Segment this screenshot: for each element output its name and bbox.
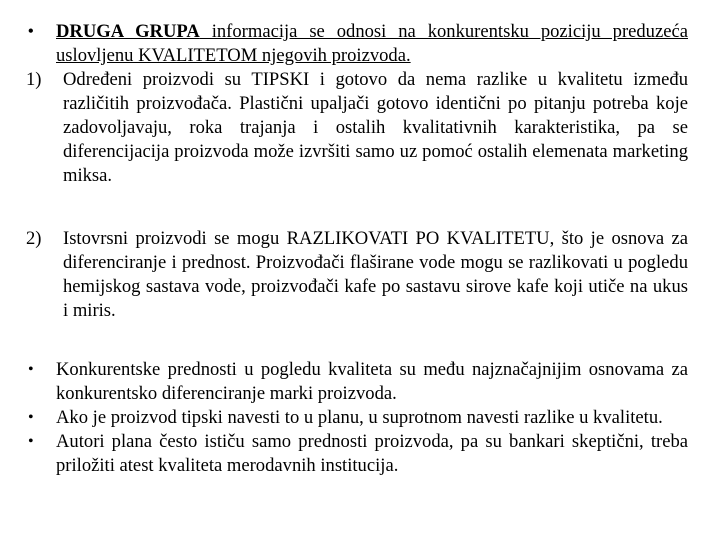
heading-rest: informacija se odnosi na konkurentsku poziciju preduzeća uslovljenu KVALITETOM njegovih proizvoda. — [56, 21, 688, 66]
heading-bullet-item — [26, 20, 688, 68]
numbered-item-2 — [26, 227, 688, 323]
numbered-text-2: Istovrsni proizvodi se mogu RAZLIKOVATI PO KVALITETU, što je osnova za diferenciranje i prednost. Proizvođači flaširane vode mogu se razlikovati u pogledu hemijskog sastava vode, proizvođači kafe po sastavu sirove kafe koji utiče na ukus i miris. — [63, 228, 688, 321]
list-item — [26, 406, 688, 430]
bullet-marker: • — [28, 433, 34, 450]
bullet-text-2: Ako je proizvod tipski navesti to u planu, u suprotnom navesti razlike u kvalitetu. — [56, 407, 663, 428]
heading-bold-lead: DRUGA GRUPA — [56, 21, 200, 42]
bullet-list — [26, 358, 688, 478]
list-item — [26, 358, 688, 406]
bullet-marker: • — [28, 361, 34, 378]
list-item — [26, 430, 688, 478]
heading-block — [26, 20, 688, 188]
numbered-item-1 — [26, 68, 688, 188]
numbered-marker-2: 2) — [26, 228, 42, 249]
numbered-text-1: Određeni proizvodi su TIPSKI i gotovo da nema razlike u kvalitetu između različitih proizvođača. Plastični upaljači gotovo identični po pitanju potreba koje zadovoljavaju, roka trajanja i ostalih kvalitativnih karakteristika, pa se diferencijacija proizvoda može izvršiti samo uz pomoć ostalih elemenata marketing miksa. — [63, 69, 688, 186]
bullet-text-3: Autori plana često ističu samo prednosti proizvoda, pa su bankari skeptični, treba priložiti atest kvaliteta merodavnih institucija. — [56, 431, 688, 476]
bullet-marker: • — [28, 409, 34, 426]
bullet-text-1: Konkurentske prednosti u pogledu kvaliteta su među najznačajnijim osnovama za konkurentsko diferenciranje marki proizvoda. — [56, 359, 688, 404]
numbered-block-2 — [26, 227, 688, 323]
bullet-marker: • — [28, 23, 34, 40]
numbered-marker-1: 1) — [26, 69, 42, 90]
heading-text — [56, 21, 688, 66]
